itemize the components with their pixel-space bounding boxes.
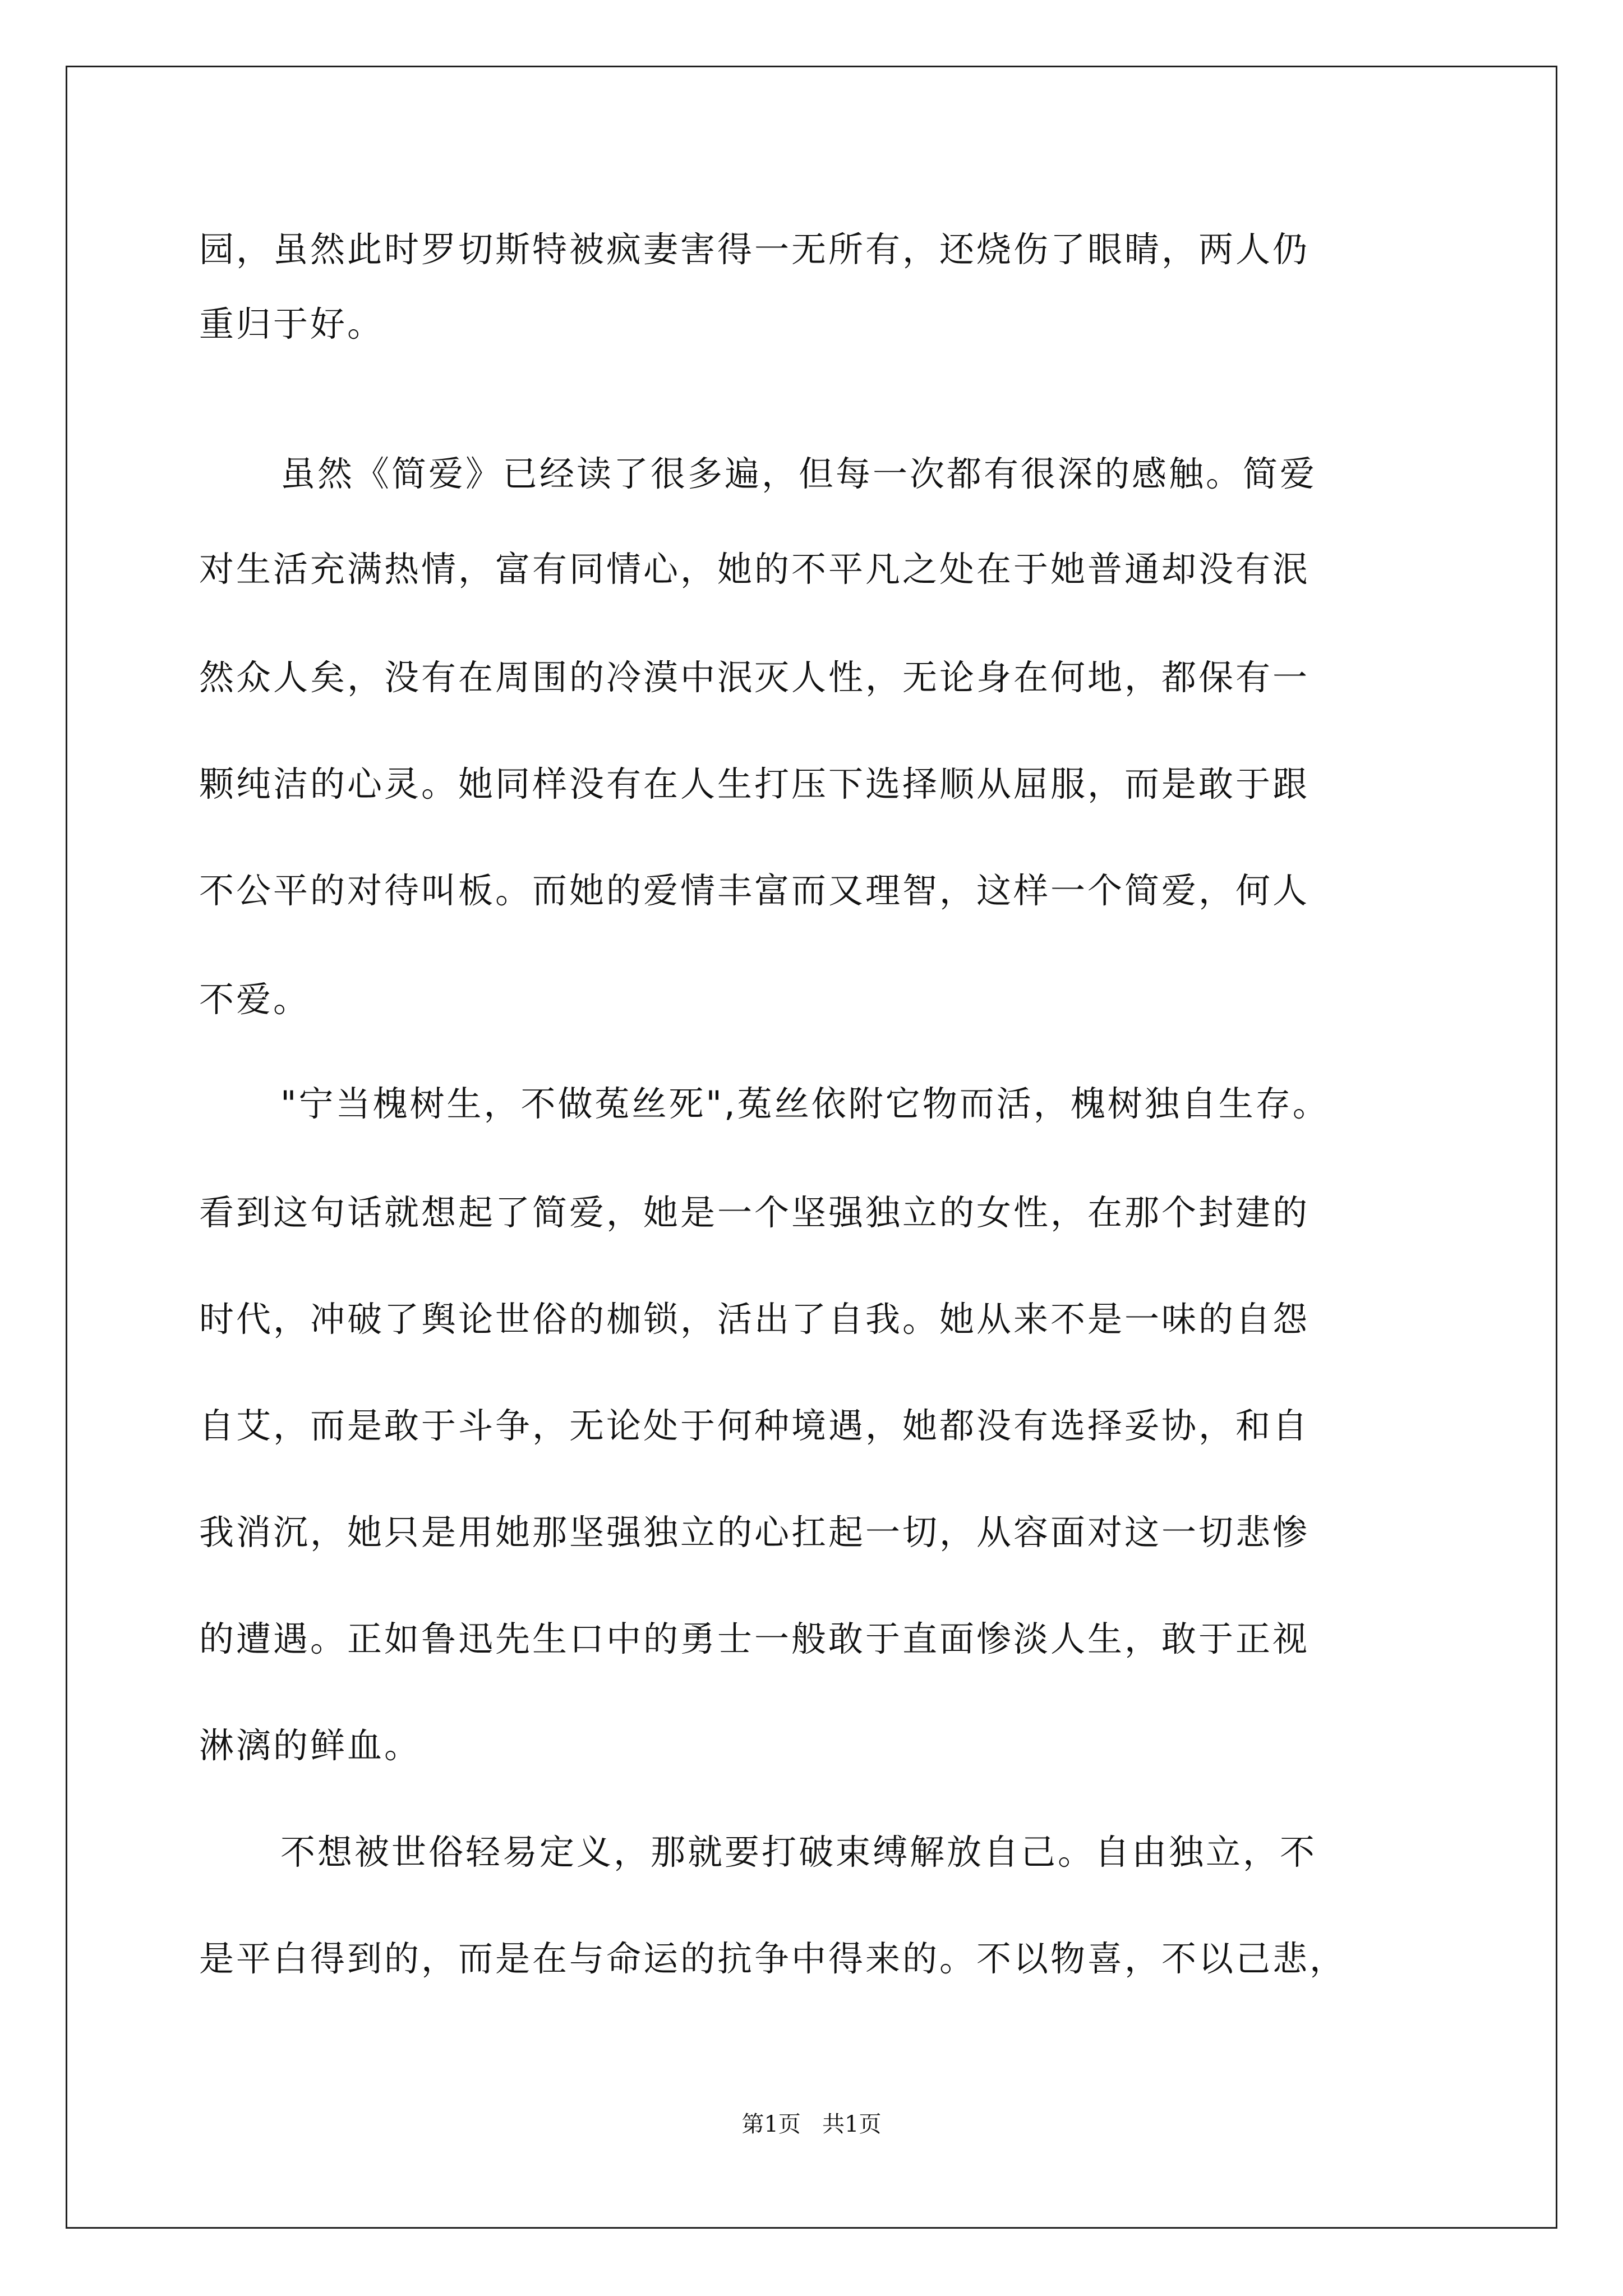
text-line: 时代，冲破了舆论世俗的枷锁，活出了自我。她从来不是一味的自怨 [199, 1299, 1310, 1340]
page-number-footer: 第1页 共1页 [741, 2111, 882, 2137]
text-line: 是平白得到的，而是在与命运的抗争中得来的。不以物喜，不以己悲， [199, 1938, 1347, 1979]
text-line: 对生活充满热情，富有同情心，她的不平凡之处在于她普通却没有泯 [199, 549, 1310, 590]
text-line: 不爱。 [199, 979, 311, 1020]
text-line: 看到这句话就想起了简爱，她是一个坚强独立的女性，在那个封建的 [199, 1192, 1310, 1233]
text-line: 自艾，而是敢于斗争，无论处于何种境遇，她都没有选择妥协，和自 [199, 1405, 1310, 1446]
text-line: 颗纯洁的心灵。她同样没有在人生打压下选择顺从屈服，而是敢于跟 [199, 763, 1310, 804]
paragraph-first-line: 不想被世俗轻易定义，那就要打破束缚解放自己。自由独立，不 [280, 1832, 1317, 1872]
page-border [66, 66, 1557, 2229]
text-line: 不公平的对待叫板。而她的爱情丰富而又理智，这样一个简爱，何人 [199, 870, 1310, 911]
paragraph-first-line: "宁当槐树生，不做菟丝死",菟丝依附它物而活，槐树独自生存。 [280, 1083, 1330, 1124]
paragraph-first-line: 虽然《简爱》已经读了很多遍，但每一次都有很深的感触。简爱 [280, 453, 1317, 494]
text-line: 重归于好。 [199, 303, 385, 344]
text-line: 淋漓的鲜血。 [199, 1725, 422, 1766]
text-line: 的遭遇。正如鲁迅先生口中的勇士一般敢于直面惨淡人生，敢于正视 [199, 1618, 1310, 1659]
text-line: 我消沉，她只是用她那坚强独立的心扛起一切，从容面对这一切悲惨 [199, 1512, 1310, 1553]
text-line: 然众人矣，没有在周围的冷漠中泯灭人性，无论身在何地，都保有一 [199, 657, 1310, 698]
text-line: 园，虽然此时罗切斯特被疯妻害得一无所有，还烧伤了眼睛，两人仍 [199, 229, 1310, 270]
